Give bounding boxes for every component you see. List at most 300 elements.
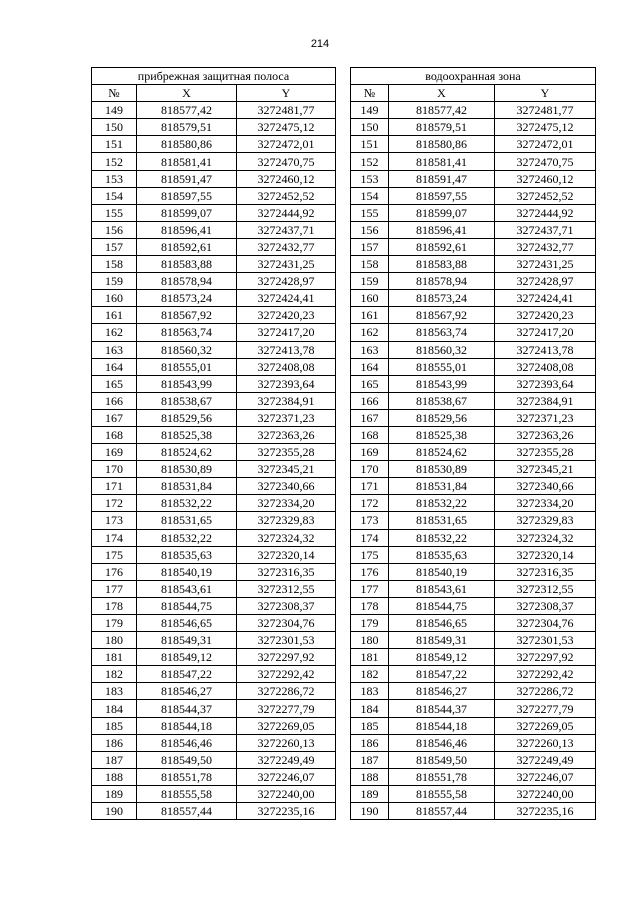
x-coordinate-cell: 818544,18	[389, 717, 495, 734]
table-row	[351, 290, 596, 307]
point-number-cell: 170	[351, 461, 389, 478]
point-number-cell: 152	[351, 153, 389, 170]
y-coordinate-cell: 3272420,23	[495, 307, 596, 324]
table-row	[92, 632, 336, 649]
column-header-y: Y	[237, 85, 336, 102]
x-coordinate-cell: 818540,19	[389, 563, 495, 580]
y-coordinate-cell: 3272428,97	[495, 273, 596, 290]
y-coordinate-cell: 3272363,26	[495, 426, 596, 443]
point-number-cell: 164	[351, 358, 389, 375]
point-number-cell: 189	[92, 785, 137, 802]
x-coordinate-cell: 818543,99	[389, 375, 495, 392]
x-coordinate-cell: 818560,32	[389, 341, 495, 358]
table-row	[92, 341, 336, 358]
y-coordinate-cell: 3272235,16	[237, 803, 336, 820]
table-row	[351, 341, 596, 358]
table-row	[92, 495, 336, 512]
table-title-row	[92, 68, 336, 85]
table-row	[351, 649, 596, 666]
x-coordinate-cell: 818530,89	[389, 461, 495, 478]
point-number-cell: 163	[351, 341, 389, 358]
y-coordinate-cell: 3272334,20	[495, 495, 596, 512]
table-row	[92, 478, 336, 495]
y-coordinate-cell: 3272431,25	[237, 256, 336, 273]
point-number-cell: 187	[92, 751, 137, 768]
table-row	[351, 768, 596, 785]
y-coordinate-cell: 3272444,92	[495, 204, 596, 221]
x-coordinate-cell: 818567,92	[137, 307, 237, 324]
table-title: водоохранная зона	[351, 68, 596, 85]
x-coordinate-cell: 818579,51	[137, 119, 237, 136]
point-number-cell: 151	[92, 136, 137, 153]
point-number-cell: 177	[92, 580, 137, 597]
point-number-cell: 167	[351, 409, 389, 426]
column-header-num: №	[351, 85, 389, 102]
table-row	[351, 751, 596, 768]
y-coordinate-cell: 3272432,77	[495, 238, 596, 255]
table-row	[351, 597, 596, 614]
x-coordinate-cell: 818546,65	[137, 615, 237, 632]
y-coordinate-cell: 3272472,01	[237, 136, 336, 153]
x-coordinate-cell: 818557,44	[137, 803, 237, 820]
x-coordinate-cell: 818531,84	[137, 478, 237, 495]
table-row	[351, 478, 596, 495]
point-number-cell: 150	[92, 119, 137, 136]
x-coordinate-cell: 818563,74	[389, 324, 495, 341]
table-row	[92, 700, 336, 717]
x-coordinate-cell: 818555,58	[137, 785, 237, 802]
y-coordinate-cell: 3272320,14	[237, 546, 336, 563]
table-row	[351, 375, 596, 392]
point-number-cell: 180	[92, 632, 137, 649]
x-coordinate-cell: 818577,42	[389, 102, 495, 119]
column-header-row	[92, 85, 336, 102]
x-coordinate-cell: 818581,41	[389, 153, 495, 170]
point-number-cell: 158	[92, 256, 137, 273]
table-row	[351, 426, 596, 443]
x-coordinate-cell: 818567,92	[389, 307, 495, 324]
point-number-cell: 156	[351, 221, 389, 238]
y-coordinate-cell: 3272334,20	[237, 495, 336, 512]
column-header-num: №	[92, 85, 137, 102]
y-coordinate-cell: 3272286,72	[237, 683, 336, 700]
y-coordinate-cell: 3272408,08	[237, 358, 336, 375]
water-protection-zone-table	[350, 67, 596, 820]
point-number-cell: 165	[351, 375, 389, 392]
table-row	[351, 409, 596, 426]
y-coordinate-cell: 3272324,32	[495, 529, 596, 546]
point-number-cell: 160	[92, 290, 137, 307]
point-number-cell: 156	[92, 221, 137, 238]
table-row	[351, 785, 596, 802]
y-coordinate-cell: 3272249,49	[495, 751, 596, 768]
point-number-cell: 187	[351, 751, 389, 768]
y-coordinate-cell: 3272320,14	[495, 546, 596, 563]
point-number-cell: 188	[92, 768, 137, 785]
x-coordinate-cell: 818597,55	[389, 187, 495, 204]
x-coordinate-cell: 818543,61	[389, 580, 495, 597]
x-coordinate-cell: 818578,94	[389, 273, 495, 290]
y-coordinate-cell: 3272249,49	[237, 751, 336, 768]
x-coordinate-cell: 818557,44	[389, 803, 495, 820]
table-row	[351, 153, 596, 170]
x-coordinate-cell: 818555,01	[137, 358, 237, 375]
y-coordinate-cell: 3272240,00	[495, 785, 596, 802]
point-number-cell: 169	[351, 444, 389, 461]
table-row	[351, 187, 596, 204]
x-coordinate-cell: 818538,67	[389, 392, 495, 409]
y-coordinate-cell: 3272246,07	[495, 768, 596, 785]
x-coordinate-cell: 818546,65	[389, 615, 495, 632]
x-coordinate-cell: 818597,55	[137, 187, 237, 204]
y-coordinate-cell: 3272297,92	[237, 649, 336, 666]
table-row	[92, 238, 336, 255]
x-coordinate-cell: 818547,22	[137, 666, 237, 683]
table-row	[351, 221, 596, 238]
x-coordinate-cell: 818592,61	[137, 238, 237, 255]
table-row	[92, 717, 336, 734]
table-row	[92, 358, 336, 375]
y-coordinate-cell: 3272432,77	[237, 238, 336, 255]
point-number-cell: 184	[351, 700, 389, 717]
point-number-cell: 181	[351, 649, 389, 666]
point-number-cell: 179	[351, 615, 389, 632]
table-row	[92, 615, 336, 632]
x-coordinate-cell: 818532,22	[389, 495, 495, 512]
y-coordinate-cell: 3272481,77	[237, 102, 336, 119]
point-number-cell: 188	[351, 768, 389, 785]
table-row	[351, 392, 596, 409]
y-coordinate-cell: 3272292,42	[495, 666, 596, 683]
y-coordinate-cell: 3272304,76	[495, 615, 596, 632]
table-row	[351, 632, 596, 649]
y-coordinate-cell: 3272235,16	[495, 803, 596, 820]
x-coordinate-cell: 818547,22	[389, 666, 495, 683]
column-header-x: X	[389, 85, 495, 102]
x-coordinate-cell: 818535,63	[137, 546, 237, 563]
table-title-row	[351, 68, 596, 85]
point-number-cell: 171	[351, 478, 389, 495]
y-coordinate-cell: 3272472,01	[495, 136, 596, 153]
y-coordinate-cell: 3272355,28	[237, 444, 336, 461]
point-number-cell: 178	[351, 597, 389, 614]
y-coordinate-cell: 3272384,91	[237, 392, 336, 409]
point-number-cell: 177	[351, 580, 389, 597]
y-coordinate-cell: 3272413,78	[495, 341, 596, 358]
point-number-cell: 179	[92, 615, 137, 632]
point-number-cell: 153	[92, 170, 137, 187]
y-coordinate-cell: 3272269,05	[495, 717, 596, 734]
y-coordinate-cell: 3272431,25	[495, 256, 596, 273]
x-coordinate-cell: 818596,41	[389, 221, 495, 238]
table-row	[351, 444, 596, 461]
x-coordinate-cell: 818577,42	[137, 102, 237, 119]
table-row	[92, 444, 336, 461]
table-row	[351, 273, 596, 290]
point-number-cell: 175	[351, 546, 389, 563]
point-number-cell: 172	[351, 495, 389, 512]
table-row	[92, 597, 336, 614]
point-number-cell: 185	[92, 717, 137, 734]
point-number-cell: 184	[92, 700, 137, 717]
table-row	[92, 153, 336, 170]
table-row	[92, 563, 336, 580]
y-coordinate-cell: 3272297,92	[495, 649, 596, 666]
point-number-cell: 183	[92, 683, 137, 700]
table-row	[92, 392, 336, 409]
x-coordinate-cell: 818599,07	[137, 204, 237, 221]
table-row	[351, 615, 596, 632]
x-coordinate-cell: 818579,51	[389, 119, 495, 136]
table-row	[351, 461, 596, 478]
page-number: 214	[310, 38, 330, 50]
point-number-cell: 176	[92, 563, 137, 580]
y-coordinate-cell: 3272355,28	[495, 444, 596, 461]
point-number-cell: 150	[351, 119, 389, 136]
point-number-cell: 166	[92, 392, 137, 409]
table-row	[92, 512, 336, 529]
table-row	[92, 375, 336, 392]
x-coordinate-cell: 818544,37	[389, 700, 495, 717]
y-coordinate-cell: 3272475,12	[237, 119, 336, 136]
x-coordinate-cell: 818573,24	[389, 290, 495, 307]
x-coordinate-cell: 818524,62	[137, 444, 237, 461]
y-coordinate-cell: 3272316,35	[237, 563, 336, 580]
x-coordinate-cell: 818529,56	[137, 409, 237, 426]
table-row	[92, 119, 336, 136]
table-row	[92, 170, 336, 187]
y-coordinate-cell: 3272475,12	[495, 119, 596, 136]
table-row	[92, 136, 336, 153]
point-number-cell: 161	[92, 307, 137, 324]
table-row	[92, 461, 336, 478]
y-coordinate-cell: 3272384,91	[495, 392, 596, 409]
coastal-protective-strip-table	[91, 67, 336, 820]
y-coordinate-cell: 3272329,83	[495, 512, 596, 529]
y-coordinate-cell: 3272246,07	[237, 768, 336, 785]
y-coordinate-cell: 3272304,76	[237, 615, 336, 632]
x-coordinate-cell: 818532,22	[137, 529, 237, 546]
table-row	[351, 580, 596, 597]
point-number-cell: 180	[351, 632, 389, 649]
point-number-cell: 189	[351, 785, 389, 802]
y-coordinate-cell: 3272277,79	[495, 700, 596, 717]
point-number-cell: 154	[351, 187, 389, 204]
y-coordinate-cell: 3272393,64	[495, 375, 596, 392]
table-row	[92, 529, 336, 546]
point-number-cell: 170	[92, 461, 137, 478]
y-coordinate-cell: 3272437,71	[237, 221, 336, 238]
point-number-cell: 159	[351, 273, 389, 290]
x-coordinate-cell: 818580,86	[137, 136, 237, 153]
x-coordinate-cell: 818544,37	[137, 700, 237, 717]
table-row	[92, 256, 336, 273]
point-number-cell: 153	[351, 170, 389, 187]
y-coordinate-cell: 3272437,71	[495, 221, 596, 238]
point-number-cell: 176	[351, 563, 389, 580]
point-number-cell: 164	[92, 358, 137, 375]
x-coordinate-cell: 818525,38	[137, 426, 237, 443]
x-coordinate-cell: 818549,31	[137, 632, 237, 649]
point-number-cell: 154	[92, 187, 137, 204]
point-number-cell: 183	[351, 683, 389, 700]
point-number-cell: 149	[92, 102, 137, 119]
y-coordinate-cell: 3272470,75	[495, 153, 596, 170]
y-coordinate-cell: 3272413,78	[237, 341, 336, 358]
table-row	[92, 649, 336, 666]
y-coordinate-cell: 3272363,26	[237, 426, 336, 443]
table-row	[351, 546, 596, 563]
point-number-cell: 186	[92, 734, 137, 751]
y-coordinate-cell: 3272340,66	[495, 478, 596, 495]
point-number-cell: 158	[351, 256, 389, 273]
x-coordinate-cell: 818531,65	[137, 512, 237, 529]
x-coordinate-cell: 818544,18	[137, 717, 237, 734]
table-row	[92, 768, 336, 785]
point-number-cell: 167	[92, 409, 137, 426]
x-coordinate-cell: 818531,84	[389, 478, 495, 495]
y-coordinate-cell: 3272240,00	[237, 785, 336, 802]
table-row	[92, 666, 336, 683]
y-coordinate-cell: 3272452,52	[237, 187, 336, 204]
x-coordinate-cell: 818581,41	[137, 153, 237, 170]
table-row	[351, 803, 596, 820]
y-coordinate-cell: 3272292,42	[237, 666, 336, 683]
point-number-cell: 174	[351, 529, 389, 546]
table-row	[92, 751, 336, 768]
y-coordinate-cell: 3272301,53	[237, 632, 336, 649]
x-coordinate-cell: 818546,27	[389, 683, 495, 700]
x-coordinate-cell: 818532,22	[389, 529, 495, 546]
x-coordinate-cell: 818532,22	[137, 495, 237, 512]
point-number-cell: 157	[351, 238, 389, 255]
point-number-cell: 161	[351, 307, 389, 324]
x-coordinate-cell: 818591,47	[389, 170, 495, 187]
table-row	[92, 785, 336, 802]
x-coordinate-cell: 818549,50	[389, 751, 495, 768]
x-coordinate-cell: 818544,75	[137, 597, 237, 614]
x-coordinate-cell: 818531,65	[389, 512, 495, 529]
point-number-cell: 186	[351, 734, 389, 751]
y-coordinate-cell: 3272301,53	[495, 632, 596, 649]
y-coordinate-cell: 3272312,55	[237, 580, 336, 597]
y-coordinate-cell: 3272460,12	[495, 170, 596, 187]
table-row	[351, 358, 596, 375]
table-row	[92, 324, 336, 341]
table-row	[92, 221, 336, 238]
table-row	[351, 734, 596, 751]
column-header-x: X	[137, 85, 237, 102]
y-coordinate-cell: 3272308,37	[495, 597, 596, 614]
y-coordinate-cell: 3272260,13	[495, 734, 596, 751]
point-number-cell: 162	[92, 324, 137, 341]
y-coordinate-cell: 3272460,12	[237, 170, 336, 187]
y-coordinate-cell: 3272345,21	[495, 461, 596, 478]
point-number-cell: 159	[92, 273, 137, 290]
point-number-cell: 173	[351, 512, 389, 529]
y-coordinate-cell: 3272260,13	[237, 734, 336, 751]
y-coordinate-cell: 3272312,55	[495, 580, 596, 597]
x-coordinate-cell: 818543,61	[137, 580, 237, 597]
table-row	[92, 734, 336, 751]
table-row	[351, 256, 596, 273]
x-coordinate-cell: 818530,89	[137, 461, 237, 478]
point-number-cell: 168	[92, 426, 137, 443]
table-row	[351, 307, 596, 324]
x-coordinate-cell: 818551,78	[137, 768, 237, 785]
x-coordinate-cell: 818549,12	[389, 649, 495, 666]
point-number-cell: 185	[351, 717, 389, 734]
x-coordinate-cell: 818563,74	[137, 324, 237, 341]
table-row	[351, 717, 596, 734]
x-coordinate-cell: 818543,99	[137, 375, 237, 392]
column-header-row	[351, 85, 596, 102]
y-coordinate-cell: 3272481,77	[495, 102, 596, 119]
y-coordinate-cell: 3272393,64	[237, 375, 336, 392]
point-number-cell: 173	[92, 512, 137, 529]
table-row	[351, 529, 596, 546]
point-number-cell: 172	[92, 495, 137, 512]
x-coordinate-cell: 818573,24	[137, 290, 237, 307]
table-row	[351, 563, 596, 580]
x-coordinate-cell: 818546,46	[137, 734, 237, 751]
point-number-cell: 190	[351, 803, 389, 820]
point-number-cell: 163	[92, 341, 137, 358]
table-row	[351, 700, 596, 717]
point-number-cell: 160	[351, 290, 389, 307]
y-coordinate-cell: 3272324,32	[237, 529, 336, 546]
y-coordinate-cell: 3272417,20	[495, 324, 596, 341]
x-coordinate-cell: 818525,38	[389, 426, 495, 443]
point-number-cell: 152	[92, 153, 137, 170]
point-number-cell: 182	[351, 666, 389, 683]
x-coordinate-cell: 818560,32	[137, 341, 237, 358]
x-coordinate-cell: 818555,01	[389, 358, 495, 375]
x-coordinate-cell: 818551,78	[389, 768, 495, 785]
x-coordinate-cell: 818596,41	[137, 221, 237, 238]
y-coordinate-cell: 3272308,37	[237, 597, 336, 614]
table-row	[92, 273, 336, 290]
table-title: прибрежная защитная полоса	[92, 68, 336, 85]
point-number-cell: 169	[92, 444, 137, 461]
y-coordinate-cell: 3272470,75	[237, 153, 336, 170]
x-coordinate-cell: 818549,31	[389, 632, 495, 649]
y-coordinate-cell: 3272345,21	[237, 461, 336, 478]
y-coordinate-cell: 3272444,92	[237, 204, 336, 221]
y-coordinate-cell: 3272408,08	[495, 358, 596, 375]
point-number-cell: 182	[92, 666, 137, 683]
table-row	[92, 426, 336, 443]
x-coordinate-cell: 818524,62	[389, 444, 495, 461]
y-coordinate-cell: 3272340,66	[237, 478, 336, 495]
table-row	[92, 307, 336, 324]
point-number-cell: 190	[92, 803, 137, 820]
column-header-y: Y	[495, 85, 596, 102]
table-row	[351, 238, 596, 255]
table-row	[92, 580, 336, 597]
x-coordinate-cell: 818583,88	[389, 256, 495, 273]
x-coordinate-cell: 818529,56	[389, 409, 495, 426]
x-coordinate-cell: 818535,63	[389, 546, 495, 563]
x-coordinate-cell: 818546,46	[389, 734, 495, 751]
table-row	[351, 666, 596, 683]
point-number-cell: 162	[351, 324, 389, 341]
x-coordinate-cell: 818578,94	[137, 273, 237, 290]
table-row	[351, 683, 596, 700]
x-coordinate-cell: 818583,88	[137, 256, 237, 273]
x-coordinate-cell: 818540,19	[137, 563, 237, 580]
point-number-cell: 151	[351, 136, 389, 153]
